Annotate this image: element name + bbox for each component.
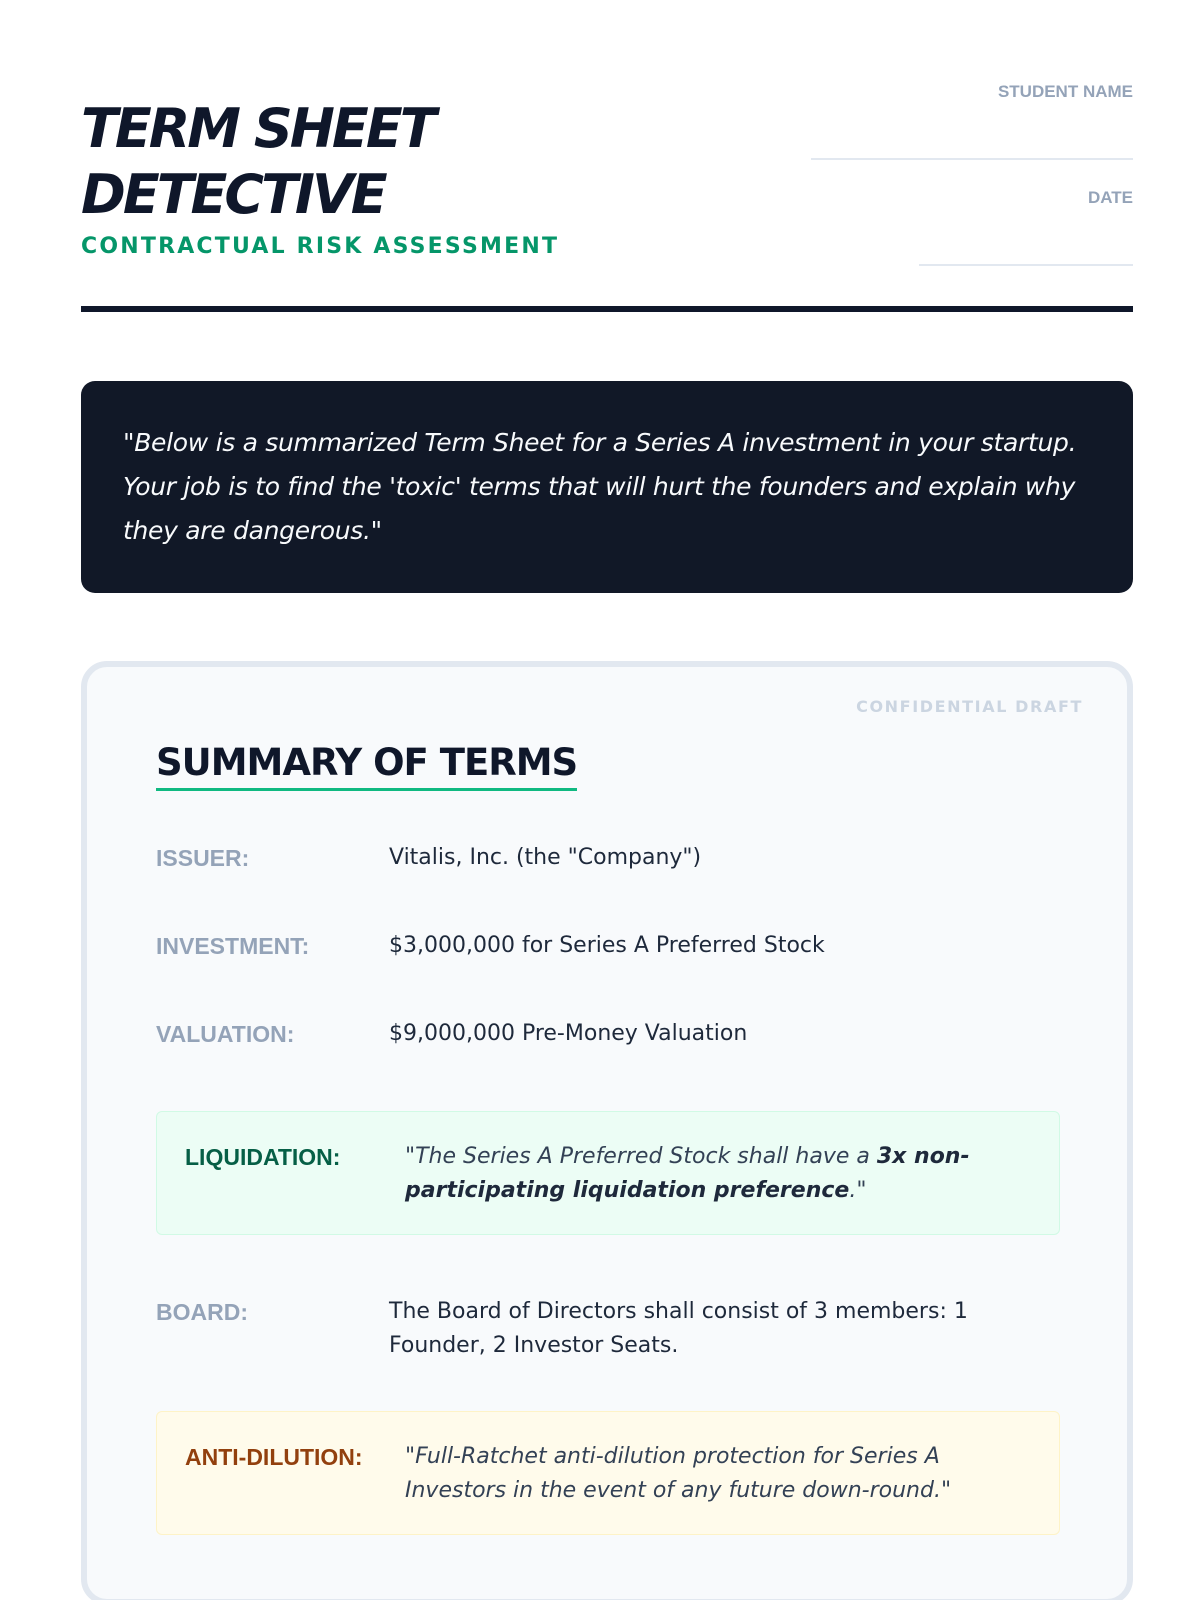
- date-label: DATE: [1087, 188, 1133, 207]
- card-title: SUMMARY OF TERMS: [156, 741, 577, 791]
- date-line[interactable]: [919, 264, 1133, 266]
- liquidation-key-term: 3x non-participating liquidation preference: [405, 1144, 970, 1203]
- intro-quote-box: [81, 381, 1133, 593]
- page-title-line-1: TERM SHEET: [81, 97, 434, 160]
- page-title-line-2: DETECTIVE: [81, 163, 385, 226]
- intro-quote: "Below is a summarized Term Sheet for a Series A investment in your startup. Your job is to find the 'toxic' terms that will hurt the founders and explain why they are dangerous.": [123, 428, 1077, 545]
- term-value: $9,000,000 Pre-Money Valuation: [389, 1021, 748, 1046]
- student-name-line[interactable]: [811, 158, 1133, 160]
- term-value: [405, 1140, 1005, 1208]
- worksheet-header: [81, 96, 1133, 296]
- term-row-anti-dilution: [156, 1411, 1060, 1535]
- liquidation-text-prefix: "The Series A Preferred Stock shall have a: [405, 1144, 877, 1169]
- liquidation-text-suffix: .": [849, 1178, 867, 1203]
- term-row-liquidation: [156, 1111, 1060, 1235]
- term-value: Vitalis, Inc. (the "Company"): [389, 845, 702, 870]
- term-label: VALUATION:: [156, 1021, 295, 1047]
- term-label: LIQUIDATION:: [185, 1144, 341, 1170]
- page-subtitle: CONTRACTUAL RISK ASSESSMENT: [81, 234, 560, 259]
- header-divider: [81, 306, 1133, 312]
- term-label: ANTI-DILUTION:: [185, 1444, 363, 1470]
- term-label: ISSUER:: [156, 845, 250, 871]
- term-value: The Board of Directors shall consist of 3 members: 1 Founder, 2 Investor Seats.: [389, 1299, 968, 1358]
- student-name-label: STUDENT NAME: [997, 82, 1133, 101]
- term-value: $3,000,000 for Series A Preferred Stock: [389, 933, 825, 958]
- confidential-watermark: CONFIDENTIAL DRAFT: [856, 697, 1083, 716]
- term-value: "Full-Ratchet anti-dilution protection for Series A Investors in the event of any future down-round.": [405, 1444, 952, 1503]
- term-label: BOARD:: [156, 1299, 248, 1325]
- term-label: INVESTMENT:: [156, 933, 310, 959]
- term-sheet-card: [81, 661, 1133, 1600]
